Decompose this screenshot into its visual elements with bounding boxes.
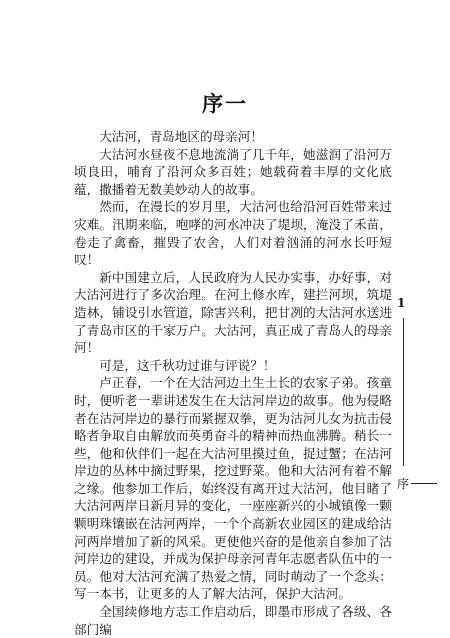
- paragraph: 可是，这千秋功过谁与评说？！: [99, 357, 276, 373]
- paragraph: 全国续修地方志工作启动后，即墨市形成了各级、各部门编: [74, 604, 392, 637]
- paragraph: 大沽河水昼夜不息地流淌了几千年，她滋润了沿河万顷良田，哺育了沿河众多百姓；她载荷着丰厚的文化底蕴，撒播着无数美妙动人的故事。: [74, 146, 392, 197]
- paragraph: 卢正春，一个在大沽河边土生土长的农家子弟。孩童时，便听老一辈讲述发生在大沽河岸边的故事。他为侵略者在沽河岸边的暴行而紧握双拳，更为沽河儿女为抗击侵略者争取自由解放而英勇奋斗的精神而热血沸腾。稍长一些，他和伙伴们一起在大沽河里摸过鱼，捉过蟹；在沽河岸边的丛林中摘过野果，挖过野菜。他和大沽河有着不解之缘。他参加工作后，始终没有离开过大沽河，他目睹了大沽河两岸日新月异的变化，一座座新兴的小城镇像一颗颗明珠镶嵌在沽河两岸，一个个高新农业园区的建成给沽河两岸增加了新的风采。更使他兴奋的是他亲自参加了沽河岸边的建设，并成为保护母亲河青年志愿者队伍中的一员。他对大沽河充满了热爱之情，同时萌动了一个念头：写一本书，让更多的人了解大沽河，保护大沽河。: [74, 375, 392, 602]
- section-rule: [411, 483, 437, 484]
- paragraph: 然而，在漫长的岁月里，大沽河也给沿河百姓带来过灾难。汛期来临，咆哮的河水冲决了堤坝，淹没了禾苗，卷走了禽畜，摧毁了农舍，人们对着汹涌的河水长吁短叹！: [74, 199, 392, 268]
- page-number: 1: [397, 296, 406, 310]
- paragraph: 大沽河，青岛地区的母亲河！: [99, 129, 263, 144]
- page-title: 序一: [202, 92, 248, 116]
- paragraph: 新中国建立后，人民政府为人民办实事，办好事，对大沽河进行了多次治理。在河上修水库，建拦河坝，筑堤造林，铺设引水管道，除害兴利，把甘冽的大沽河水送进了青岛市区的千家万户。大沽河，真正成了青岛人的母亲河！: [74, 269, 392, 356]
- margin-rule: [403, 318, 404, 466]
- body-text: [74, 128, 392, 638]
- running-section-label: 序: [397, 477, 410, 491]
